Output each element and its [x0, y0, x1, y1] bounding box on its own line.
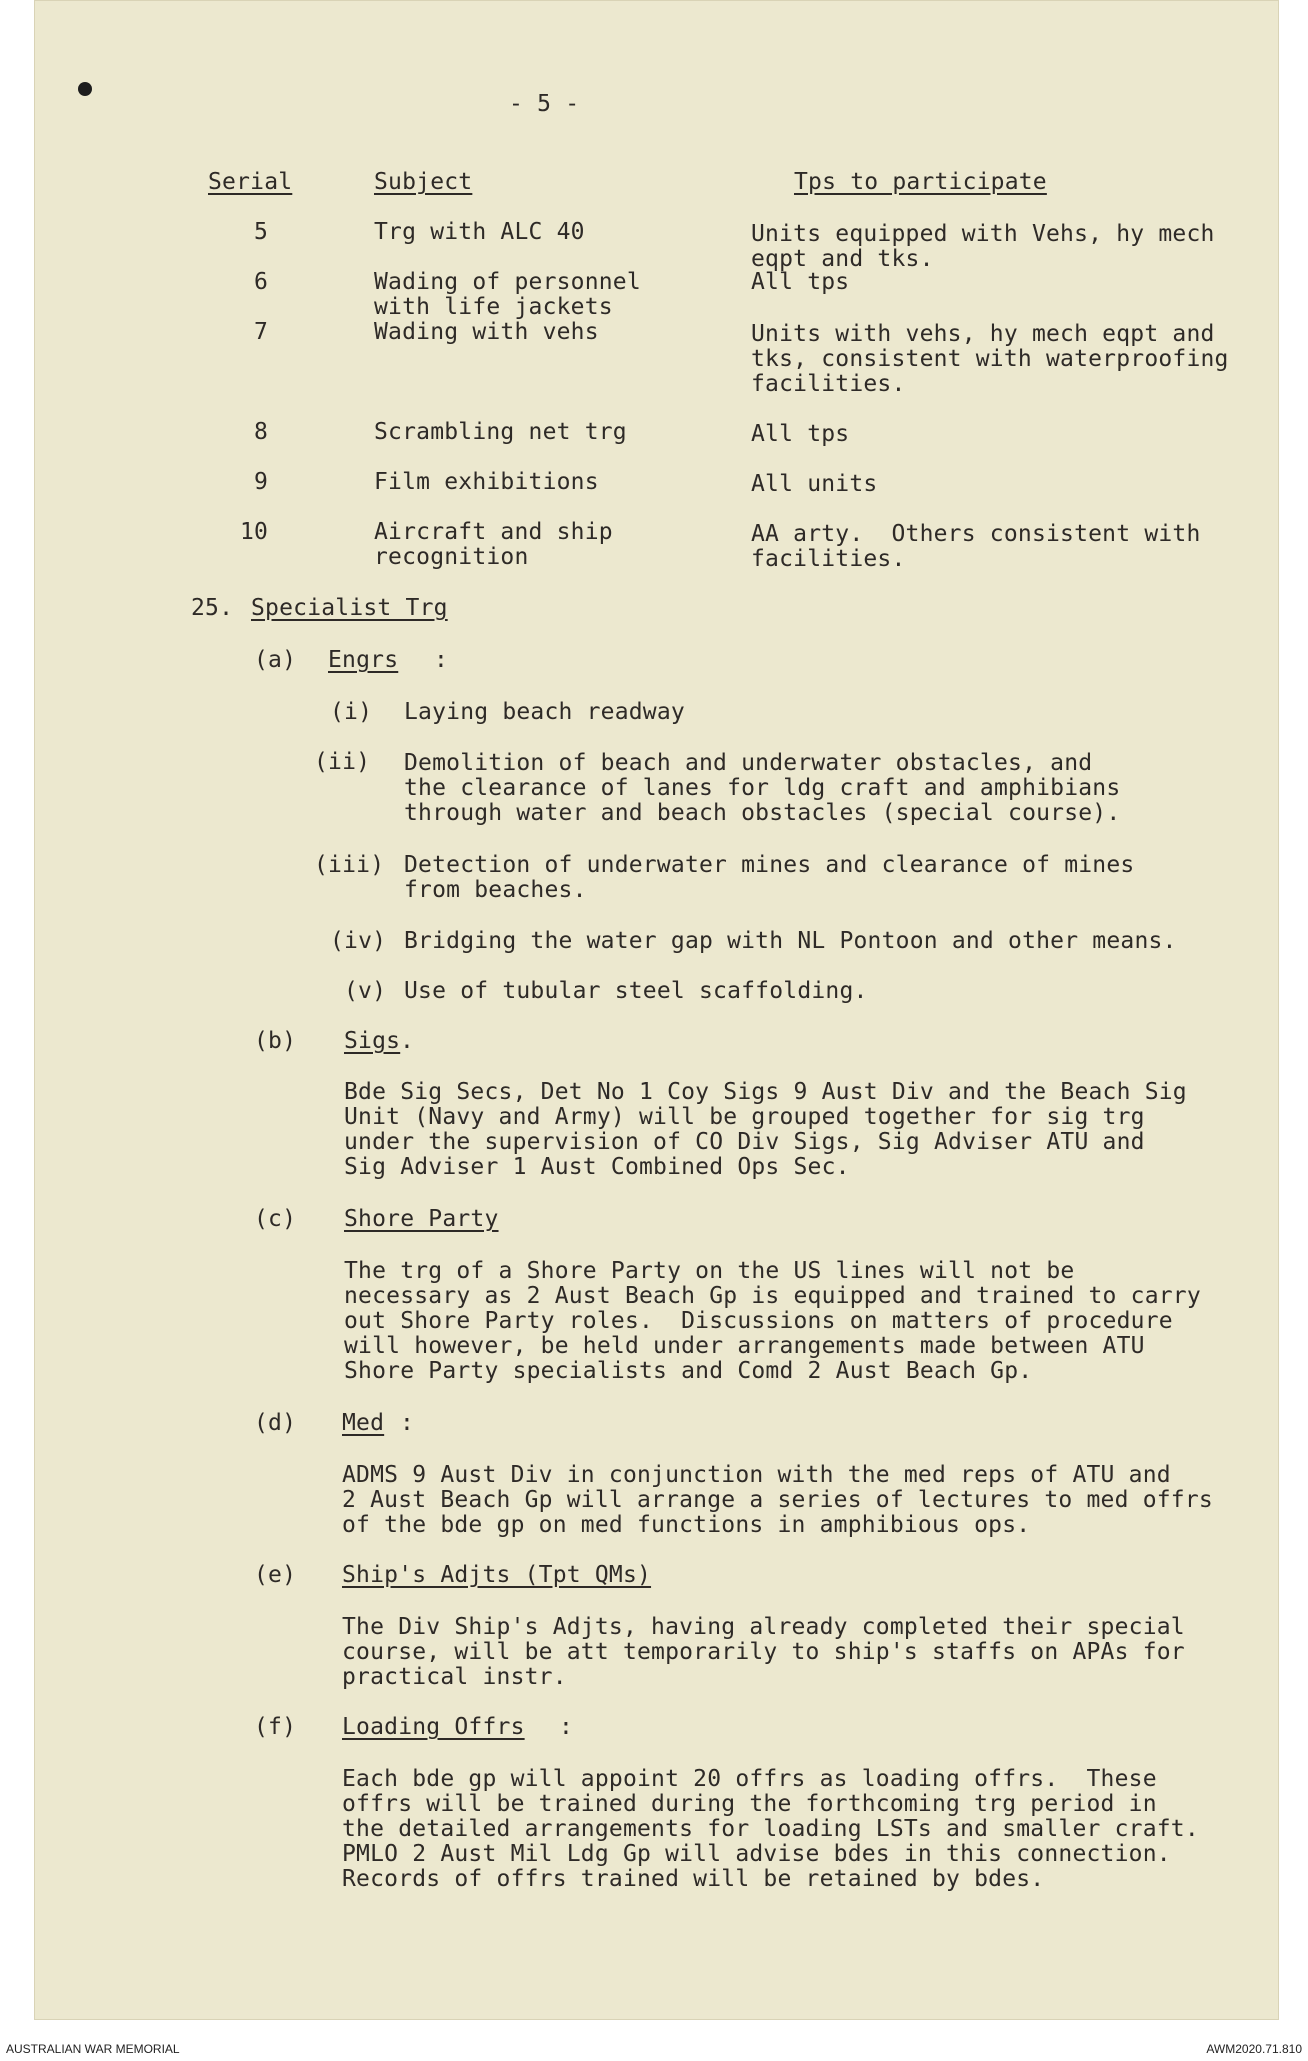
- subsection-b-suffix: .: [400, 1028, 415, 1054]
- subsection-e-text: The Div Ship's Adjts, having already completed their special course, will be att temporarily to ship's staffs on APAs for practical instr.: [342, 1614, 1185, 1690]
- punch-hole-mark: [78, 82, 92, 96]
- subsection-a-colon: :: [434, 647, 449, 673]
- footer-reference: AWM2020.71.810: [1206, 2042, 1302, 2056]
- section-number: 25.: [191, 595, 234, 621]
- engrs-item-number: (ii): [314, 749, 371, 775]
- subsection-f-label: (f): [254, 1714, 297, 1740]
- table-row-subject: Wading of personnel with life jackets: [374, 269, 641, 320]
- table-row-serial: 6: [254, 269, 269, 295]
- subsection-f-colon: :: [559, 1714, 574, 1740]
- page-number: - 5 -: [509, 91, 580, 117]
- engrs-item-text: Bridging the water gap with NL Pontoon and other means.: [404, 928, 1177, 954]
- subsection-b-title: Sigs: [344, 1028, 401, 1054]
- engrs-item-number: (v): [344, 978, 387, 1004]
- section-title: Specialist Trg: [251, 595, 448, 621]
- table-row-serial: 5: [254, 219, 269, 245]
- table-row-serial: 10: [240, 519, 269, 545]
- table-row-tps: All tps: [751, 421, 850, 447]
- col-header-tps: Tps to participate: [794, 169, 1047, 195]
- engrs-item-number: (iv): [330, 928, 387, 954]
- engrs-item-text: Use of tubular steel scaffolding.: [404, 978, 868, 1004]
- table-row-subject: Aircraft and ship recognition: [374, 519, 613, 570]
- document-page: [34, 0, 1279, 2020]
- table-row-tps: Units equipped with Vehs, hy mech eqpt and tks.: [751, 221, 1215, 272]
- engrs-item-text: Demolition of beach and underwater obstacles, and the clearance of lanes for ldg craft and amphibians through water and beach obstacles (special course).: [404, 750, 1121, 826]
- footer-institution: AUSTRALIAN WAR MEMORIAL: [6, 2042, 180, 2056]
- table-row-subject: Scrambling net trg: [374, 419, 627, 445]
- table-row-subject: Trg with ALC 40: [374, 219, 585, 245]
- subsection-c-title: Shore Party: [344, 1206, 499, 1232]
- subsection-a-title: Engrs: [328, 647, 399, 673]
- subsection-d-colon: :: [400, 1410, 415, 1436]
- subsection-f-title: Loading Offrs: [342, 1714, 525, 1740]
- table-row-subject: Film exhibitions: [374, 469, 599, 495]
- table-row-subject: Wading with vehs: [374, 319, 599, 345]
- subsection-d-text: ADMS 9 Aust Div in conjunction with the med reps of ATU and 2 Aust Beach Gp will arrange a series of lectures to med offrs of the bde gp on med functions in amphibious ops.: [342, 1462, 1213, 1538]
- table-row-serial: 8: [254, 419, 269, 445]
- subsection-d-label: (d): [254, 1410, 297, 1436]
- subsection-a-label: (a): [254, 647, 297, 673]
- table-row-serial: 7: [254, 319, 269, 345]
- engrs-item-number: (i): [330, 699, 373, 725]
- subsection-d-title: Med: [342, 1410, 385, 1436]
- subsection-e-title: Ship's Adjts (Tpt QMs): [342, 1562, 652, 1588]
- col-header-serial: Serial: [208, 169, 293, 195]
- col-header-subject: Subject: [374, 169, 473, 195]
- engrs-item-number: (iii): [314, 852, 385, 878]
- subsection-e-label: (e): [254, 1562, 297, 1588]
- subsection-b-label: (b): [254, 1028, 297, 1054]
- archive-footer: [0, 2038, 1308, 2061]
- table-row-tps: All tps: [751, 269, 850, 295]
- table-row-tps: All units: [751, 471, 878, 497]
- table-row-tps: AA arty. Others consistent with facilities.: [751, 521, 1201, 572]
- subsection-c-label: (c): [254, 1206, 297, 1232]
- subsection-b-text: Bde Sig Secs, Det No 1 Coy Sigs 9 Aust Div and the Beach Sig Unit (Navy and Army) will be grouped together for sig trg under the supervision of CO Div Sigs, Sig Adviser ATU and Sig Adviser 1 Aust Combined Ops Sec.: [344, 1079, 1187, 1180]
- table-row-serial: 9: [254, 469, 269, 495]
- subsection-c-text: The trg of a Shore Party on the US lines will not be necessary as 2 Aust Beach Gp is equipped and trained to carry out Shore Party roles. Discussions on matters of procedure will however, be held under arrangements made between ATU Shore Party specialists and Comd 2 Aust Beach Gp.: [344, 1258, 1201, 1384]
- engrs-item-text: Laying beach readway: [404, 699, 685, 725]
- engrs-item-text: Detection of underwater mines and clearance of mines from beaches.: [404, 852, 1135, 903]
- table-row-tps: Units with vehs, hy mech eqpt and tks, consistent with waterproofing facilities.: [751, 321, 1229, 397]
- subsection-f-text: Each bde gp will appoint 20 offrs as loading offrs. These offrs will be trained during the forthcoming trg period in the detailed arrangements for loading LSTs and smaller craft. PMLO 2 Aust Mil Ldg Gp will advise bdes in this connection. Records of offrs trained will be retained by bdes.: [342, 1766, 1199, 1892]
